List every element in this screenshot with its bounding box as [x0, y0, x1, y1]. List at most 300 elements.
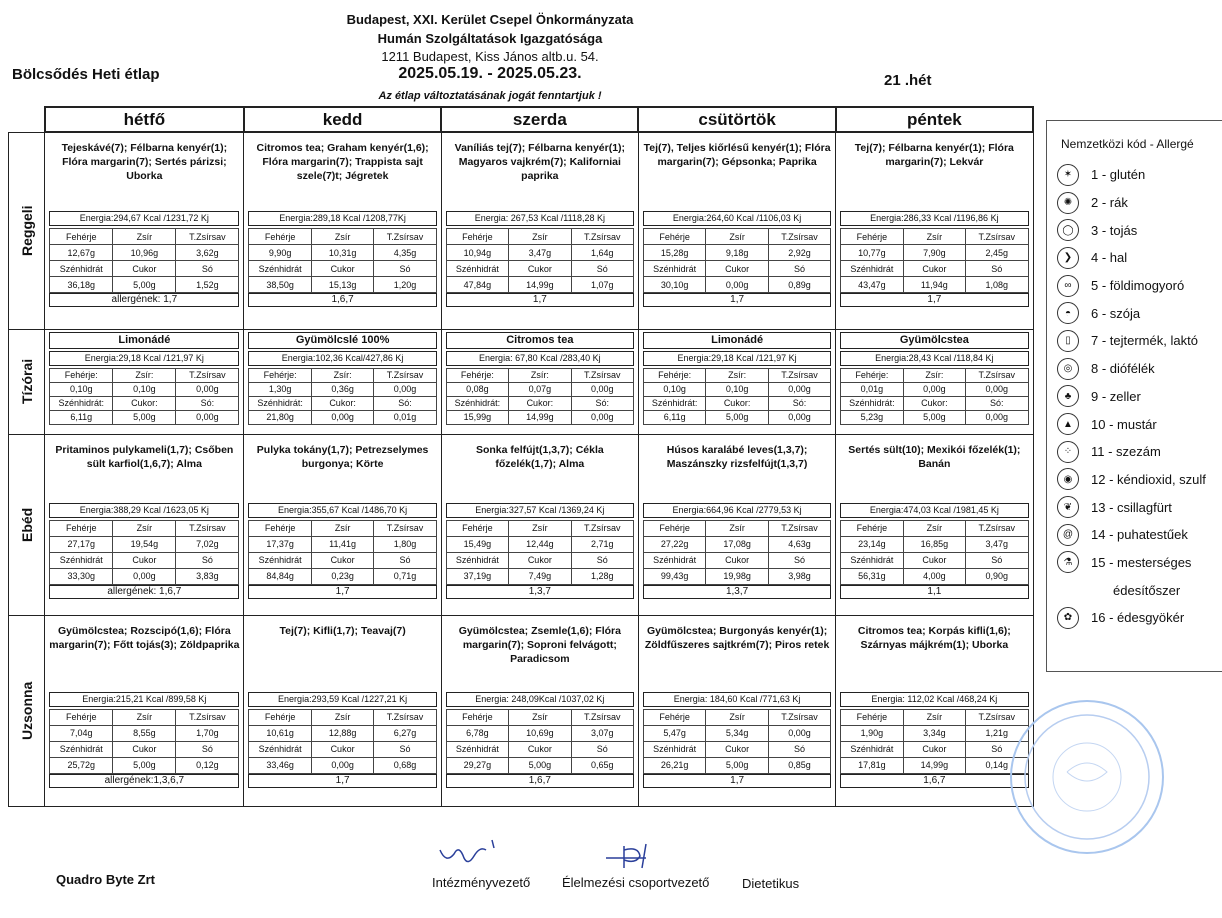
legend-item — [1057, 604, 1222, 632]
energy-value: Energia:474,03 Kcal /1981,45 Kj — [840, 503, 1028, 518]
value-protein: 0,01g — [841, 382, 903, 396]
energy-value: Energia:29,18 Kcal /121,97 Kj — [49, 351, 239, 366]
value-satfat: 0,00g — [768, 382, 830, 396]
label-satfat: T.Zsírsav — [768, 709, 830, 725]
lunch-cell-4 — [836, 434, 1033, 615]
value-salt: 3,98g — [768, 568, 830, 584]
energy-value: Energia:264,60 Kcal /1106,03 Kj — [643, 211, 831, 226]
label-satfat: T.Zsírsav — [176, 709, 239, 725]
label-carbs: Szénhidrát: — [841, 396, 903, 410]
nutrition-table — [446, 228, 634, 293]
value-satfat: 1,70g — [176, 725, 239, 741]
label-satfat: T.Zsírsav — [768, 520, 830, 536]
allergen-codes: 1,1 — [840, 585, 1028, 599]
org-name: Budapest, XXI. Kerület Csepel Önkormányzata — [346, 12, 634, 27]
value-salt: 0,00g — [966, 410, 1028, 424]
label-carbs: Szénhidrát: — [50, 396, 113, 410]
nutrition-table — [643, 520, 831, 585]
nutrition-table — [248, 709, 436, 774]
legend-label: 4 - hal — [1091, 250, 1128, 266]
value-fat: 12,44g — [509, 536, 571, 552]
day-header-row — [9, 107, 1034, 132]
label-protein: Fehérje: — [50, 368, 113, 382]
energy-value: Energia:28,43 Kcal /118,84 Kj — [840, 351, 1028, 366]
value-satfat: 3,47g — [966, 536, 1028, 552]
drink-name: Citromos tea — [446, 332, 634, 349]
energy-value: Energia: 248,09Kcal /1037,02 Kj — [446, 692, 634, 707]
label-salt: Só — [966, 741, 1028, 757]
label-sugar: Cukor: — [706, 396, 768, 410]
energy-value: Energia:289,18 Kcal /1208,77Kj — [248, 211, 436, 226]
value-protein: 10,61g — [249, 725, 311, 741]
label-carbs: Szénhidrát — [643, 552, 705, 568]
menu-text: Tej(7); Kifli(1,7); Teavaj(7) — [279, 624, 406, 637]
legend-label: 6 - szója — [1091, 305, 1141, 321]
label-protein: Fehérje — [446, 229, 508, 245]
value-sugar: 5,00g — [509, 757, 571, 773]
nutrition-table — [643, 709, 831, 774]
legend-label: 3 - tojás — [1091, 222, 1138, 238]
nutrition-table — [446, 368, 634, 425]
label-fat: Zsír — [311, 709, 373, 725]
breakfast-cell-1 — [244, 132, 441, 329]
label-sugar: Cukor — [509, 261, 571, 277]
value-carbs: 6,11g — [643, 410, 705, 424]
label-satfat: T.Zsírsav — [768, 368, 830, 382]
menu-text: Pulyka tokány(1,7); Petrezselymes burgonya; Körte — [256, 443, 429, 470]
nutrition-table — [49, 520, 239, 585]
value-fat: 12,88g — [311, 725, 373, 741]
label-salt: Só — [571, 552, 633, 568]
value-sugar: 0,00g — [311, 757, 373, 773]
legend-item — [1057, 244, 1222, 272]
label-protein: Fehérje — [249, 520, 311, 536]
value-sugar: 0,00g — [706, 277, 768, 293]
value-protein: 15,28g — [643, 245, 705, 261]
label-sugar: Cukor — [706, 741, 768, 757]
lunch-cell-3 — [638, 434, 835, 615]
label-protein: Fehérje: — [446, 368, 508, 382]
mustard-icon: ▲ — [1057, 413, 1079, 435]
label-fat: Zsír — [509, 709, 571, 725]
legend-label: 15 - mesterséges — [1091, 554, 1192, 570]
nutrition-table — [446, 520, 634, 585]
value-fat: 5,34g — [706, 725, 768, 741]
nutrition-table — [446, 709, 634, 774]
legend-label: 5 - földimogyoró — [1091, 278, 1185, 294]
licorice-icon: ✿ — [1057, 607, 1079, 629]
value-sugar: 0,00g — [113, 568, 176, 584]
legend-item — [1057, 189, 1222, 217]
value-salt: 1,08g — [966, 277, 1028, 293]
milk-icon: ▯ — [1057, 330, 1079, 352]
label-fat: Zsír — [706, 709, 768, 725]
label-protein: Fehérje: — [643, 368, 705, 382]
label-protein: Fehérje — [50, 520, 113, 536]
stamp-icon — [1012, 702, 1162, 852]
label-carbs: Szénhidrát — [841, 552, 903, 568]
week-number: 21 .hét — [884, 72, 932, 89]
label-fat: Zsír — [903, 229, 965, 245]
page-title: Bölcsődés Heti étlap — [12, 66, 160, 83]
value-fat: 16,85g — [903, 536, 965, 552]
value-sugar: 7,49g — [509, 568, 571, 584]
nutrition-table — [49, 709, 239, 774]
value-protein: 12,67g — [50, 245, 113, 261]
label-sugar: Cukor — [113, 552, 176, 568]
label-satfat: T.Zsírsav — [176, 520, 239, 536]
value-satfat: 3,62g — [176, 245, 239, 261]
value-salt: 1,52g — [176, 277, 239, 293]
value-carbs: 30,10g — [643, 277, 705, 293]
label-satfat: T.Zsírsav — [374, 520, 436, 536]
value-fat: 0,36g — [311, 382, 373, 396]
menu-text: Tej(7), Teljes kiőrlésű kenyér(1); Flóra margarin(7); Gépsonka; Paprika — [643, 142, 831, 168]
label-satfat: T.Zsírsav — [374, 229, 436, 245]
label-protein: Fehérje — [50, 709, 113, 725]
value-salt: 0,71g — [374, 568, 436, 584]
value-sugar: 5,00g — [706, 410, 768, 424]
allergen-codes: 1,7 — [248, 585, 436, 599]
value-carbs: 99,43g — [643, 568, 705, 584]
weekly-menu-table — [8, 106, 1034, 807]
value-carbs: 5,23g — [841, 410, 903, 424]
label-protein: Fehérje — [841, 709, 903, 725]
legend-item — [1057, 216, 1222, 244]
allergen-codes: 1,6,7 — [248, 293, 436, 307]
label-salt: Só — [374, 552, 436, 568]
label-satfat: T.Zsírsav — [571, 709, 633, 725]
value-carbs: 26,21g — [643, 757, 705, 773]
menu-text: Gyümölcstea; Zsemle(1,6); Flóra margarin(7); Soproni felvágott; Paradicsom — [458, 624, 621, 665]
value-salt: 0,00g — [768, 410, 830, 424]
value-protein: 0,10g — [643, 382, 705, 396]
nutrition-table — [643, 368, 831, 425]
lunch-row — [9, 434, 1034, 615]
afternoon-cell-3 — [638, 615, 835, 806]
menu-text: Citromos tea; Korpás kifli(1,6); Szárnyas májkrém(1); Uborka — [857, 624, 1011, 651]
value-fat: 0,00g — [903, 382, 965, 396]
legend-item — [1057, 299, 1222, 327]
value-carbs: 37,19g — [446, 568, 508, 584]
label-sugar: Cukor — [113, 741, 176, 757]
label-satfat: T.Zsírsav — [176, 229, 239, 245]
value-fat: 0,10g — [113, 382, 176, 396]
value-salt: 1,28g — [571, 568, 633, 584]
label-satfat: T.Zsírsav — [571, 520, 633, 536]
energy-value: Energia: 67,80 Kcal /283,40 Kj — [446, 351, 634, 366]
menu-text: Pritaminos pulykameli(1,7); Csőben sült karfiol(1,6,7); Alma — [55, 443, 234, 470]
value-protein: 5,47g — [643, 725, 705, 741]
value-carbs: 33,46g — [249, 757, 311, 773]
afternoon-cell-4 — [836, 615, 1033, 806]
label-carbs: Szénhidrát: — [249, 396, 311, 410]
value-carbs: 43,47g — [841, 277, 903, 293]
value-satfat: 0,00g — [374, 382, 436, 396]
label-salt: Só — [176, 741, 239, 757]
value-protein: 23,14g — [841, 536, 903, 552]
breakfast-cell-0 — [45, 132, 244, 329]
label-carbs: Szénhidrát — [50, 261, 113, 277]
section-afternoon: Uzsonna — [9, 615, 45, 806]
value-satfat: 2,92g — [768, 245, 830, 261]
label-fat: Zsír — [509, 520, 571, 536]
label-satfat: T.Zsírsav — [571, 368, 633, 382]
legend-item — [1057, 466, 1222, 494]
allergen-codes: 1,7 — [248, 774, 436, 788]
value-carbs: 17,81g — [841, 757, 903, 773]
label-carbs: Szénhidrát: — [446, 396, 508, 410]
snack-cell-1 — [244, 329, 441, 434]
org-address: 1211 Budapest, Kiss János altb.u. 54. — [381, 49, 599, 64]
value-fat: 3,34g — [903, 725, 965, 741]
value-sugar: 5,00g — [113, 757, 176, 773]
value-carbs: 47,84g — [446, 277, 508, 293]
nutrition-table — [840, 520, 1028, 585]
label-protein: Fehérje: — [841, 368, 903, 382]
label-sugar: Cukor — [311, 741, 373, 757]
signature-icon — [436, 836, 506, 870]
value-salt: 0,12g — [176, 757, 239, 773]
value-satfat: 1,64g — [571, 245, 633, 261]
label-satfat: T.Zsírsav — [768, 229, 830, 245]
value-fat: 0,10g — [706, 382, 768, 396]
label-satfat: T.Zsírsav — [176, 368, 239, 382]
label-protein: Fehérje — [643, 520, 705, 536]
menu-text: Sonka felfújt(1,3,7); Cékla főzelék(1,7); Alma — [475, 443, 604, 470]
crab-icon: ✺ — [1057, 192, 1079, 214]
nutrition-table — [840, 709, 1028, 774]
afternoon-cell-1 — [244, 615, 441, 806]
legend-item — [1057, 272, 1222, 300]
label-protein: Fehérje — [841, 520, 903, 536]
value-protein: 10,77g — [841, 245, 903, 261]
label-salt: Só — [571, 261, 633, 277]
label-fat: Zsír — [509, 229, 571, 245]
label-salt: Só: — [571, 396, 633, 410]
day-friday: péntek — [836, 107, 1033, 132]
legend-label: 1 - glutén — [1091, 167, 1146, 183]
lunch-cell-2 — [441, 434, 638, 615]
value-fat: 7,90g — [903, 245, 965, 261]
afternoon-row — [9, 615, 1034, 806]
label-fat: Zsír — [113, 229, 176, 245]
value-carbs: 33,30g — [50, 568, 113, 584]
allergen-codes: allergének: 1,6,7 — [49, 585, 239, 599]
label-satfat: T.Zsírsav — [966, 709, 1028, 725]
menu-text: Gyümölcstea; Burgonyás kenyér(1); Zöldfűszeres sajtkrém(7); Piros retek — [644, 624, 830, 651]
label-carbs: Szénhidrát — [446, 552, 508, 568]
value-satfat: 1,21g — [966, 725, 1028, 741]
nutrition-table — [49, 368, 239, 425]
menu-text: Tejeskávé(7); Félbarna kenyér(1); Flóra margarin(7); Sertés párizsi; Uborka — [61, 142, 228, 182]
legend-item — [1057, 410, 1222, 438]
label-protein: Fehérje — [841, 229, 903, 245]
snack-cell-0 — [45, 329, 244, 434]
label-satfat: T.Zsírsav — [966, 368, 1028, 382]
value-fat: 3,47g — [509, 245, 571, 261]
label-satfat: T.Zsírsav — [571, 229, 633, 245]
value-sugar: 0,00g — [311, 410, 373, 424]
label-carbs: Szénhidrát — [446, 741, 508, 757]
allergen-codes: 1,3,7 — [643, 585, 831, 599]
nutrition-table — [248, 228, 436, 293]
label-salt: Só — [966, 261, 1028, 277]
label-sugar: Cukor — [311, 261, 373, 277]
label-satfat: T.Zsírsav — [966, 520, 1028, 536]
label-salt: Só — [374, 741, 436, 757]
label-sugar: Cukor — [509, 741, 571, 757]
value-fat: 8,55g — [113, 725, 176, 741]
legend-title: Nemzetközi kód - Allergé — [1061, 137, 1194, 151]
value-satfat: 0,00g — [571, 382, 633, 396]
value-protein: 10,94g — [446, 245, 508, 261]
value-carbs: 25,72g — [50, 757, 113, 773]
legend-label: édesítőszer — [1113, 582, 1181, 598]
lunch-cell-1 — [244, 434, 441, 615]
breakfast-cell-3 — [638, 132, 835, 329]
drink-name: Gyümölcstea — [840, 332, 1028, 349]
energy-value: Energia:293,59 Kcal /1227,21 Kj — [248, 692, 436, 707]
value-fat: 17,08g — [706, 536, 768, 552]
day-tuesday: kedd — [244, 107, 441, 132]
value-carbs: 21,80g — [249, 410, 311, 424]
value-protein: 27,17g — [50, 536, 113, 552]
allergen-codes: 1,7 — [446, 293, 634, 307]
label-salt: Só: — [374, 396, 436, 410]
allergen-codes: allergének: 1,7 — [49, 293, 239, 307]
breakfast-cell-2 — [441, 132, 638, 329]
drink-name: Limonádé — [643, 332, 831, 349]
value-salt: 0,90g — [966, 568, 1028, 584]
value-salt: 0,65g — [571, 757, 633, 773]
value-protein: 0,08g — [446, 382, 508, 396]
value-carbs: 15,99g — [446, 410, 508, 424]
legend-item — [1057, 493, 1222, 521]
legend-label: 14 - puhatestűek — [1091, 527, 1188, 543]
drink-name: Gyümölcslé 100% — [248, 332, 436, 349]
energy-value: Energia:388,29 Kcal /1623,05 Kj — [49, 503, 239, 518]
snack-cell-2 — [441, 329, 638, 434]
signatory-head: Intézményvezető — [432, 875, 531, 890]
value-salt: 0,85g — [768, 757, 830, 773]
nut-icon: ◎ — [1057, 358, 1079, 380]
value-salt: 1,20g — [374, 277, 436, 293]
legend-item — [1057, 327, 1222, 355]
section-lunch: Ebéd — [9, 434, 45, 615]
afternoon-cell-0 — [45, 615, 244, 806]
label-protein: Fehérje: — [249, 368, 311, 382]
label-fat: Zsír — [311, 229, 373, 245]
value-satfat: 1,80g — [374, 536, 436, 552]
label-fat: Zsír — [706, 229, 768, 245]
legend-label: 2 - rák — [1091, 195, 1128, 211]
value-protein: 1,30g — [249, 382, 311, 396]
value-sugar: 5,00g — [113, 277, 176, 293]
value-protein: 27,22g — [643, 536, 705, 552]
change-notice: Az étlap változtatásának jogát fenntartjuk ! — [378, 90, 602, 102]
menu-text: Citromos tea; Graham kenyér(1,6); Flóra margarin(7); Trappista sajt szele(7)t; Jégretek — [256, 142, 429, 182]
label-carbs: Szénhidrát — [643, 741, 705, 757]
label-fat: Zsír: — [311, 368, 373, 382]
label-carbs: Szénhidrát — [249, 261, 311, 277]
nutrition-table — [248, 368, 436, 425]
afternoon-cell-2 — [441, 615, 638, 806]
nutrition-table — [643, 228, 831, 293]
label-sugar: Cukor — [903, 552, 965, 568]
label-salt: Só — [768, 261, 830, 277]
value-sugar: 19,98g — [706, 568, 768, 584]
value-satfat: 0,00g — [176, 382, 239, 396]
label-protein: Fehérje — [643, 709, 705, 725]
legend-label: 11 - szezám — [1091, 444, 1161, 460]
value-protein: 17,37g — [249, 536, 311, 552]
label-carbs: Szénhidrát — [841, 261, 903, 277]
energy-value: Energia:286,33 Kcal /1196,86 Kj — [840, 211, 1028, 226]
label-fat: Zsír: — [509, 368, 571, 382]
value-satfat: 7,02g — [176, 536, 239, 552]
legend-label: 9 - zeller — [1091, 388, 1141, 404]
section-snack: Tízórai — [9, 329, 45, 434]
soy-icon: ◓ — [1057, 302, 1079, 324]
label-salt: Só: — [966, 396, 1028, 410]
energy-value: Energia:355,67 Kcal /1486,70 Kj — [248, 503, 436, 518]
label-sugar: Cukor — [903, 261, 965, 277]
label-carbs: Szénhidrát — [249, 741, 311, 757]
legend-label: 7 - tejtermék, laktó — [1091, 333, 1198, 349]
label-fat: Zsír — [113, 520, 176, 536]
value-satfat: 4,63g — [768, 536, 830, 552]
label-salt: Só — [966, 552, 1028, 568]
value-carbs: 84,84g — [249, 568, 311, 584]
company-name: Quadro Byte Zrt — [56, 872, 155, 887]
label-carbs: Szénhidrát — [841, 741, 903, 757]
label-salt: Só — [374, 261, 436, 277]
lupin-icon: ❦ — [1057, 496, 1079, 518]
label-satfat: T.Zsírsav — [966, 229, 1028, 245]
date-range: 2025.05.19. - 2025.05.23. — [398, 65, 582, 82]
energy-value: Energia:327,57 Kcal /1369,24 Kj — [446, 503, 634, 518]
allergen-codes: 1,3,7 — [446, 585, 634, 599]
value-sugar: 15,13g — [311, 277, 373, 293]
lunch-cell-0 — [45, 434, 244, 615]
day-monday: hétfő — [45, 107, 244, 132]
nutrition-table — [840, 228, 1028, 293]
label-carbs: Szénhidrát — [446, 261, 508, 277]
menu-text: Vaníliás tej(7); Félbarna kenyér(1); Magyaros vajkrém(7); Kaliforniai paprika — [454, 142, 626, 182]
energy-value: Energia: 112,02 Kcal /468,24 Kj — [840, 692, 1028, 707]
legend-item — [1057, 355, 1222, 383]
legend-label: 12 - kéndioxid, szulf — [1091, 471, 1206, 487]
menu-text: Sertés sült(10); Mexikói főzelék(1); Banán — [848, 443, 1021, 470]
legend-label: 10 - mustár — [1091, 416, 1157, 432]
legend-label: 8 - diófélék — [1091, 361, 1155, 377]
peanut-icon: ∞ — [1057, 275, 1079, 297]
org-department: Humán Szolgáltatások Igazgatósága — [377, 31, 603, 46]
value-fat: 10,31g — [311, 245, 373, 261]
menu-text: Gyümölcstea; Rozscipó(1,6); Flóra margarin(7); Főtt tojás(3); Zöldpaprika — [49, 624, 240, 651]
value-satfat: 2,45g — [966, 245, 1028, 261]
snack-row — [9, 329, 1034, 434]
energy-value: Energia: 267,53 Kcal /1118,28 Kj — [446, 211, 634, 226]
snack-cell-4 — [836, 329, 1033, 434]
label-fat: Zsír: — [706, 368, 768, 382]
label-sugar: Cukor — [311, 552, 373, 568]
value-protein: 6,78g — [446, 725, 508, 741]
value-sugar: 11,94g — [903, 277, 965, 293]
value-satfat: 2,71g — [571, 536, 633, 552]
label-fat: Zsír — [113, 709, 176, 725]
